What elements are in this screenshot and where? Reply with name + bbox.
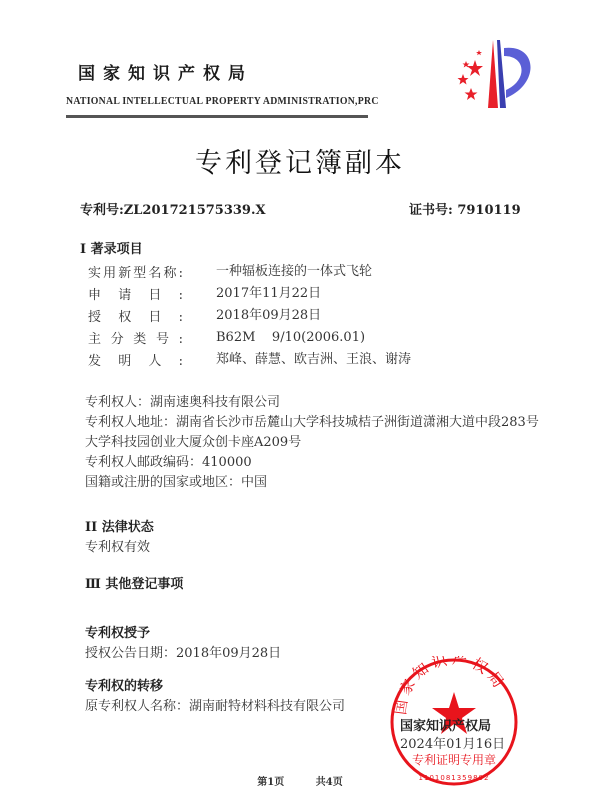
certificate-number: 证书号: 7910119 (409, 203, 521, 218)
field-label: 主分类号: (88, 332, 183, 347)
page-total: 共4页 (315, 777, 343, 788)
document-title: 专利登记簿副本 (195, 148, 405, 179)
field-application-date (88, 284, 568, 304)
patentee-address-line2: 大学科技园创业大厦众创卡座A209号 (85, 435, 302, 450)
seal-issue-date: 2024年01月16日 (400, 737, 506, 752)
field-label: 实用新型名称: (88, 266, 183, 281)
field-value: 2018年09月28日 (216, 308, 322, 323)
svg-text:专利证明专用章: 专利证明专用章 (411, 753, 497, 767)
transfer-heading: 专利权的转移 (85, 679, 164, 694)
section-legal-status-heading: II 法律状态 (85, 520, 154, 535)
section-other-matters-heading: Ⅲ 其他登记事项 (85, 577, 184, 592)
patent-number: 专利号:ZL201721575339.X (80, 203, 266, 218)
field-label: 申请日: (88, 288, 183, 303)
patentee: 专利权人：湖南速奥科技有限公司 (85, 395, 281, 410)
seal-issuer: 国家知识产权局 (400, 719, 492, 734)
field-main-classification (88, 328, 568, 348)
field-utility-model-name (88, 262, 568, 282)
section-bibliographic-heading: I 著录项目 (80, 242, 143, 257)
grant-heading: 专利权授予 (85, 626, 151, 641)
page-footer (0, 773, 600, 788)
patentee-address-line1: 专利权人地址：湖南省长沙市岳麓山大学科技城桔子洲街道潇湘大道中段283号 (85, 415, 539, 430)
svg-text:1101081359802: 1101081359802 (418, 774, 490, 782)
legal-status-value: 专利权有效 (85, 540, 151, 555)
field-value: 郑峰、薛慧、欧吉洲、王浪、谢涛 (216, 352, 412, 367)
svg-text:国家知识产权局: 国家知识产权局 (391, 656, 510, 716)
cnipa-logo-icon (448, 36, 538, 116)
field-label: 授权日: (88, 310, 183, 325)
page-number: 第1页 (257, 777, 285, 788)
field-grant-date (88, 306, 568, 326)
patentee-country: 国籍或注册的国家或地区：中国 (85, 475, 268, 490)
patentee-postal-code: 专利权人邮政编码：410000 (85, 455, 252, 470)
former-patentee: 原专利权人名称：湖南耐特材料科技有限公司 (85, 699, 346, 714)
header-divider (66, 115, 368, 118)
field-label: 发明人: (88, 354, 183, 369)
org-name-cn: 国家知识产权局 (78, 64, 253, 84)
field-inventors (88, 350, 568, 370)
field-value: 一种辐板连接的一体式飞轮 (216, 264, 373, 279)
field-value: B62M 9/10(2006.01) (216, 330, 366, 345)
org-name-en: NATIONAL INTELLECTUAL PROPERTY ADMINISTRATION,PRC (66, 96, 379, 107)
grant-announcement-date: 授权公告日期：2018年09月28日 (85, 646, 282, 661)
field-value: 2017年11月22日 (216, 286, 322, 301)
